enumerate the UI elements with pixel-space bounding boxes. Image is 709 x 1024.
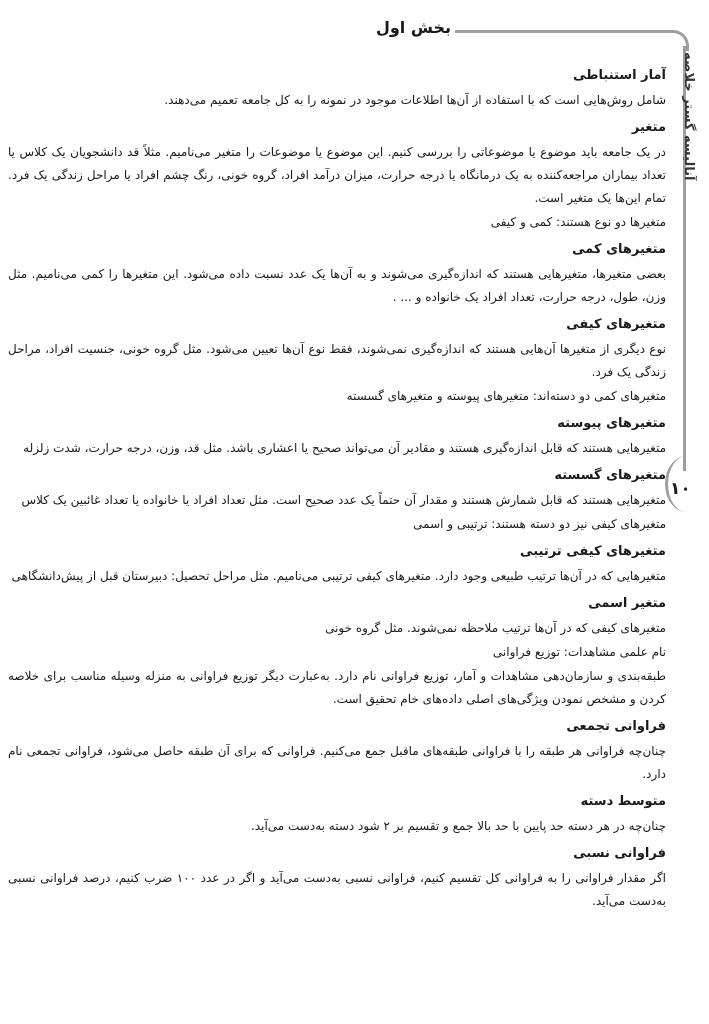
- section-title: متغیرهای پیوسته: [557, 416, 666, 431]
- paragraph: طبقه‌بندی و سازمان‌دهی مشاهدات و آمار، توزیع فراوانی نام دارد. به‌عبارت دیگر توزیع فراوانی به منزله وسیله مناسب برای خلاصه کردن و مشخص نمودن ویژگی‌های اصلی داده‌های خام تحقیق است.: [8, 669, 666, 706]
- section: [8, 466, 666, 536]
- paragraph: اگر مقدار فراوانی را به فراوانی کل تقسیم کنیم، فراوانی نسبی به‌دست می‌آید و اگر در عدد ۱۰۰ ضرب کنیم، درصد فراوانی نسبی به‌دست می‌آید.: [8, 871, 666, 908]
- section: [8, 542, 666, 588]
- paragraph: بعضی متغیرها، متغیرهایی هستند که اندازه‌گیری می‌شوند و به آن‌ها یک عدد نسبت داده می‌شود. این متغیرها را کمی می‌نامیم. مثل وزن، طول، درجه حرارت، تعداد افراد یک خانواده و ... .: [8, 267, 666, 304]
- section-title: متغیرهای گسسته: [554, 468, 666, 483]
- paragraph: چنان‌چه در هر دسته حد پایین با حد بالا جمع و تقسیم بر ۲ شود دسته به‌دست می‌آید.: [250, 819, 666, 833]
- section: [8, 240, 666, 309]
- paragraph: نوع دیگری از متغیرها آن‌هایی هستند که اندازه‌گیری نمی‌شوند، فقط نوع آن‌ها تعیین می‌شود. مثل گروه خونی، جنسیت افراد، مراحل زندگی یک فرد.: [8, 342, 666, 379]
- section: [8, 594, 666, 711]
- paragraph: در یک جامعه باید موضوع یا موضوعاتی را بررسی کنیم. این موضوع یا موضوعات را متغیر می‌نامیم. مثلاً قد دانشجویان یک کلاس یا تعداد بیماران مراجعه‌کننده به یک درمانگاه یا درجه حرارت، میزان درآمد افراد، گروه خونی، رنگ چشم افراد یا مراحل زندگی یک فرد. تمام این‌ها یک متغیر است.: [8, 145, 666, 205]
- section-title: متغیر اسمی: [588, 596, 666, 611]
- paragraph: شامل روش‌هایی است که با استفاده از آن‌ها اطلاعات موجود در نمونه را به کل جامعه تعمیم می‌دهند.: [164, 93, 666, 107]
- section-title: متغیرهای کیفی ترتیبی: [520, 544, 666, 559]
- section-title: متغیرهای کیفی: [566, 317, 666, 332]
- section-title: فراوانی نسبی: [573, 846, 666, 861]
- section: [8, 66, 666, 112]
- section-title: آمار استنباطی: [573, 68, 666, 83]
- paragraph: متغیرهایی هستند که قابل شمارش هستند و مقدار آن حتماً یک عدد صحیح است. مثل تعداد افراد یا خانواده یا تعداد غائبین یک کلاس: [21, 493, 666, 507]
- section-title: فراوانی تجمعی: [566, 719, 666, 734]
- paragraph: چنان‌چه فراوانی هر طبقه را با فراوانی طبقه‌های ماقبل جمع می‌کنیم. فراوانی که برای آن طبقه حاصل می‌شود، فراوانی تجمعی نام دارد.: [8, 744, 666, 781]
- section: [8, 717, 666, 786]
- document-body: [8, 66, 666, 919]
- paragraph: متغیرهای کیفی که در آن‌ها ترتیب ملاحظه نمی‌شوند. مثل گروه خونی: [325, 621, 666, 635]
- side-book-label: آنالیسه گستر خلاصه: [681, 52, 696, 181]
- paragraph: متغیرهایی که در آن‌ها ترتیب طبیعی وجود دارد. متغیرهای کیفی ترتیبی می‌نامیم. مثل مراحل تحصیل: دبیرستان قبل از پیش‌دانشگاهی: [11, 569, 666, 583]
- paragraph: متغیرها دو نوع هستند: کمی و کیفی: [490, 215, 666, 229]
- page-number: ۱۰: [670, 479, 691, 499]
- paragraph: متغیرهایی هستند که قابل اندازه‌گیری هستند و مقادیر آن می‌تواند صحیح یا اعشاری باشد. مثل قد، وزن، درجه حرارت، شدت زلزله: [23, 441, 666, 455]
- section-title: متغیر: [631, 120, 666, 135]
- section-title: متغیرهای کمی: [572, 242, 666, 257]
- section-title: متوسط دسته: [580, 794, 666, 809]
- section: [8, 844, 666, 913]
- paragraph: متغیرهای کمی دو دسته‌اند: متغیرهای پیوسته و متغیرهای گسسته: [346, 389, 666, 403]
- page-title: بخش اول: [375, 18, 451, 37]
- section: [8, 315, 666, 408]
- section: [8, 118, 666, 234]
- paragraph: متغیرهای کیفی نیز دو دسته هستند: ترتیبی و اسمی: [413, 517, 666, 531]
- section: [8, 792, 666, 838]
- section: [8, 414, 666, 460]
- header-rule: [455, 30, 673, 33]
- paragraph: نام علمی مشاهدات: توزیع فراوانی: [492, 645, 666, 659]
